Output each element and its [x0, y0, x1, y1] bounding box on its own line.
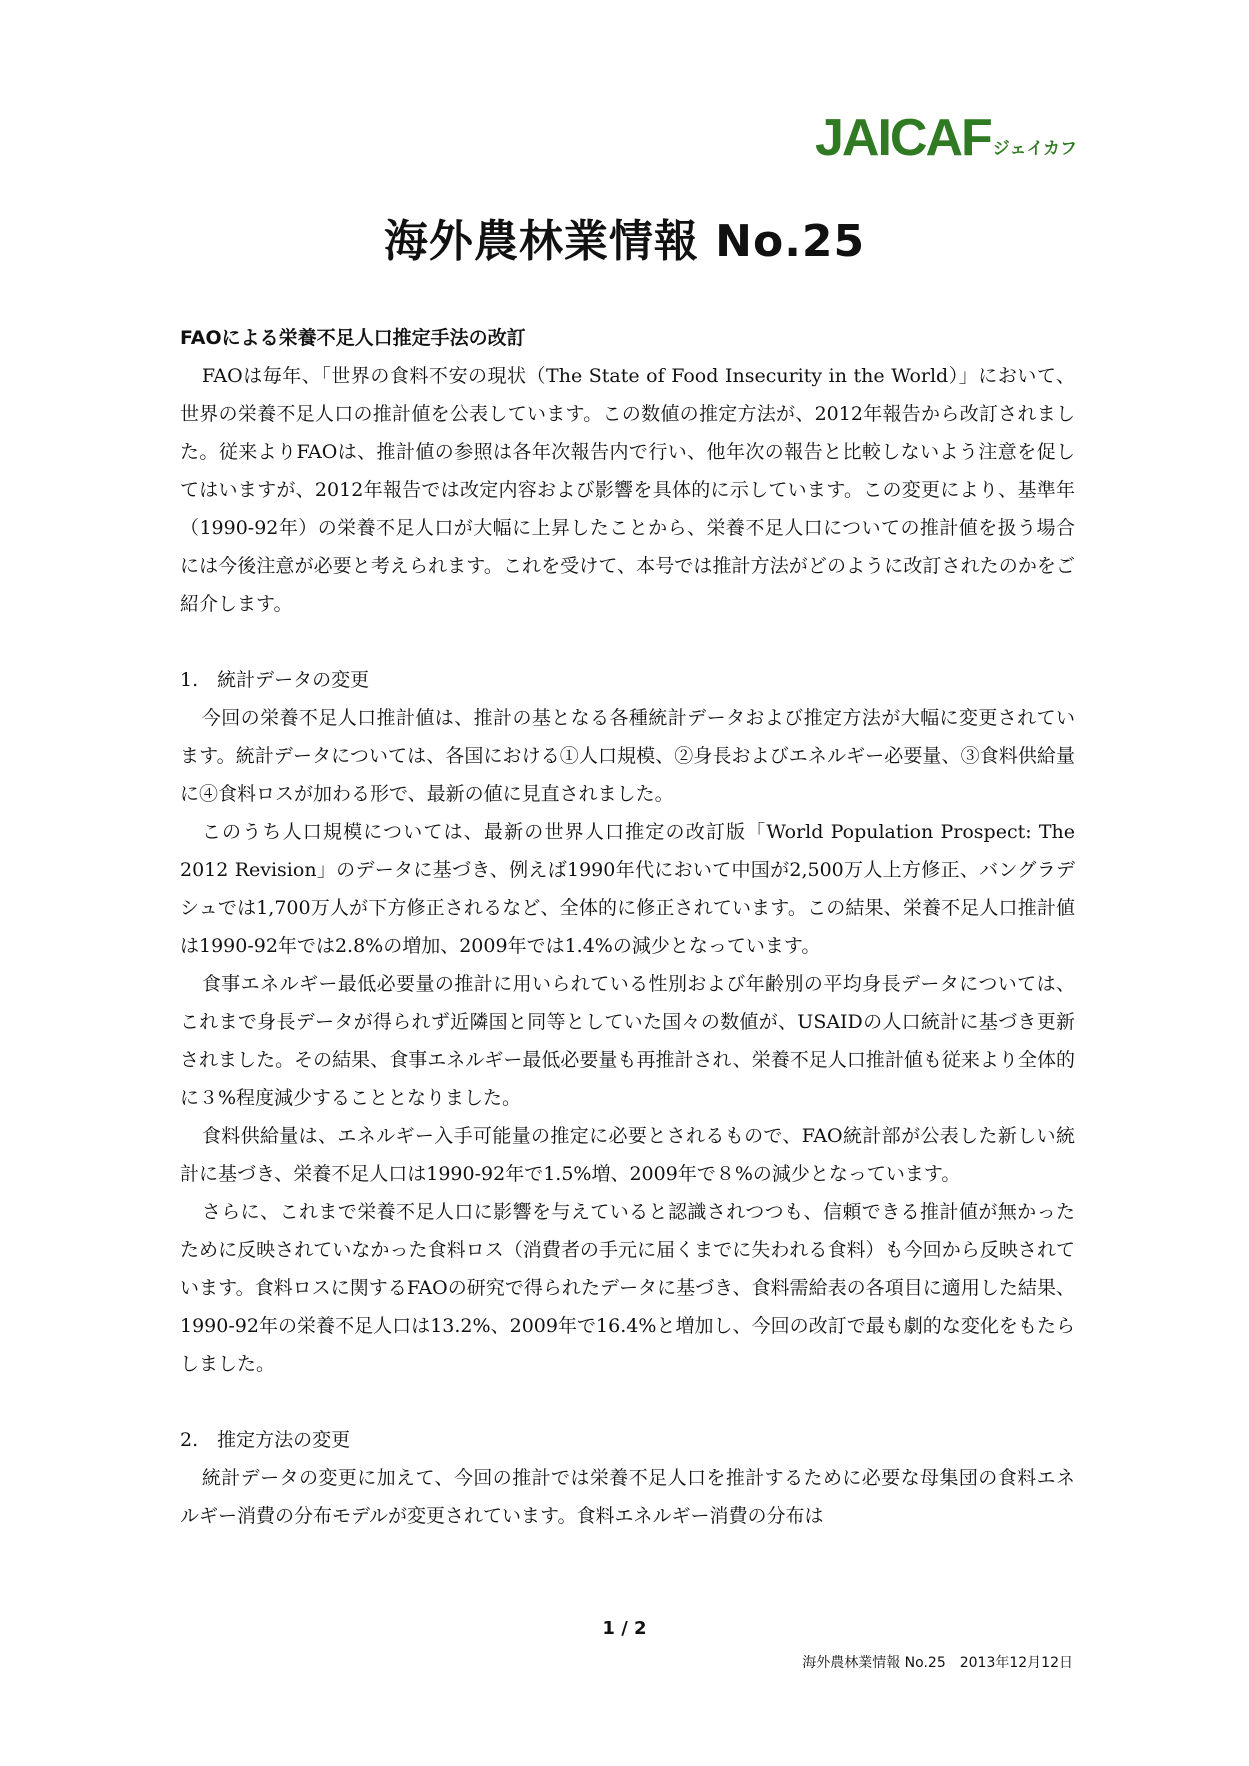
paragraph: さらに、これまで栄養不足人口に影響を与えていると認識されつつも、信頼できる推計値が無かったために反映されていなかった食料ロス（消費者の手元に届くまでに失われる食料）も今回から反映されています。食料ロスに関するFAOの研究で得られたデータに基づき、食料需給表の各項目に適用した結果、1990-92年の栄養不足人口は13.2%、2009年で16.4%と増加し、今回の改訂で最も劇的な変化をもたらしました。 — [180, 1201, 1075, 1375]
footer-info: 海外農林業情報 No.25 2013年12月12日 — [802, 1655, 1073, 1671]
intro-paragraph: FAOは毎年、「世界の食料不安の現状（The State of Food Insecurity in the World）」において、世界の栄養不足人口の推計値を公表しています。この数値の推定方法が、2012年報告から改訂されました。従来よりFAOは、推計値の参照は各年次報告内で行い、他年次の報告と比較しないよう注意を促してはいますが、2012年報告では改定内容および影響を具体的に示しています。この変更により、基準年（1990-92年）の栄養不足人口が大幅に上昇したことから、栄養不足人口についての推計値を扱う場合には今後注意が必要と考えられます。これを受けて、本号では推計方法がどのように改訂されたのかをご紹介します。 — [180, 365, 1075, 615]
section-heading-method: 2. 推定方法の変更 — [180, 1429, 351, 1451]
section-heading-statistics: 1. 統計データの変更 — [180, 669, 370, 691]
document-title: 海外農林業情報 No.25 — [383, 216, 866, 267]
paragraph: 食事エネルギー最低必要量の推計に用いられている性別および年齢別の平均身長データについては、これまで身長データが得られず近隣国と同等としていた国々の数値が、USAIDの人口統計に基づき更新されました。その結果、食事エネルギー最低必要量も再推計され、栄養不足人口推計値も従来より全体的に３%程度減少することとなりました。 — [180, 973, 1075, 1109]
article-body — [180, 323, 1075, 1535]
paragraph: 食料供給量は、エネルギー入手可能量の推定に必要とされるもので、FAO統計部が公表した新しい統計に基づき、栄養不足人口は1990-92年で1.5%増、2009年で８%の減少となっています。 — [180, 1125, 1075, 1185]
logo-wordmark: JAICAF — [815, 109, 991, 167]
paragraph: 今回の栄養不足人口推計値は、推計の基となる各種統計データおよび推定方法が大幅に変更されています。統計データについては、各国における①人口規模、②身長およびエネルギー必要量、③食料供給量に④食料ロスが加わる形で、最新の値に見直されました。 — [180, 707, 1075, 805]
paragraph: 統計データの変更に加えて、今回の推計では栄養不足人口を推計するために必要な母集団の食料エネルギー消費の分布モデルが変更されています。食料エネルギー消費の分布は — [180, 1467, 1075, 1527]
page-number: 1 / 2 — [602, 1618, 647, 1639]
logo-kana: ジェイカフ — [992, 139, 1077, 159]
jaicaf-logo — [815, 109, 1077, 167]
article-title: FAOによる栄養不足人口推定手法の改訂 — [180, 327, 526, 349]
paragraph: このうち人口規模については、最新の世界人口推定の改訂版「World Population Prospect: The 2012 Revision」のデータに基づき、例えば1990年代において中国が2,500万人上方修正、バングラデシュでは1,700万人が下方修正されるなど、全体的に修正されています。この結果、栄養不足人口推計値は1990-92年では2.8%の増加、2009年では1.4%の減少となっています。 — [180, 821, 1075, 957]
